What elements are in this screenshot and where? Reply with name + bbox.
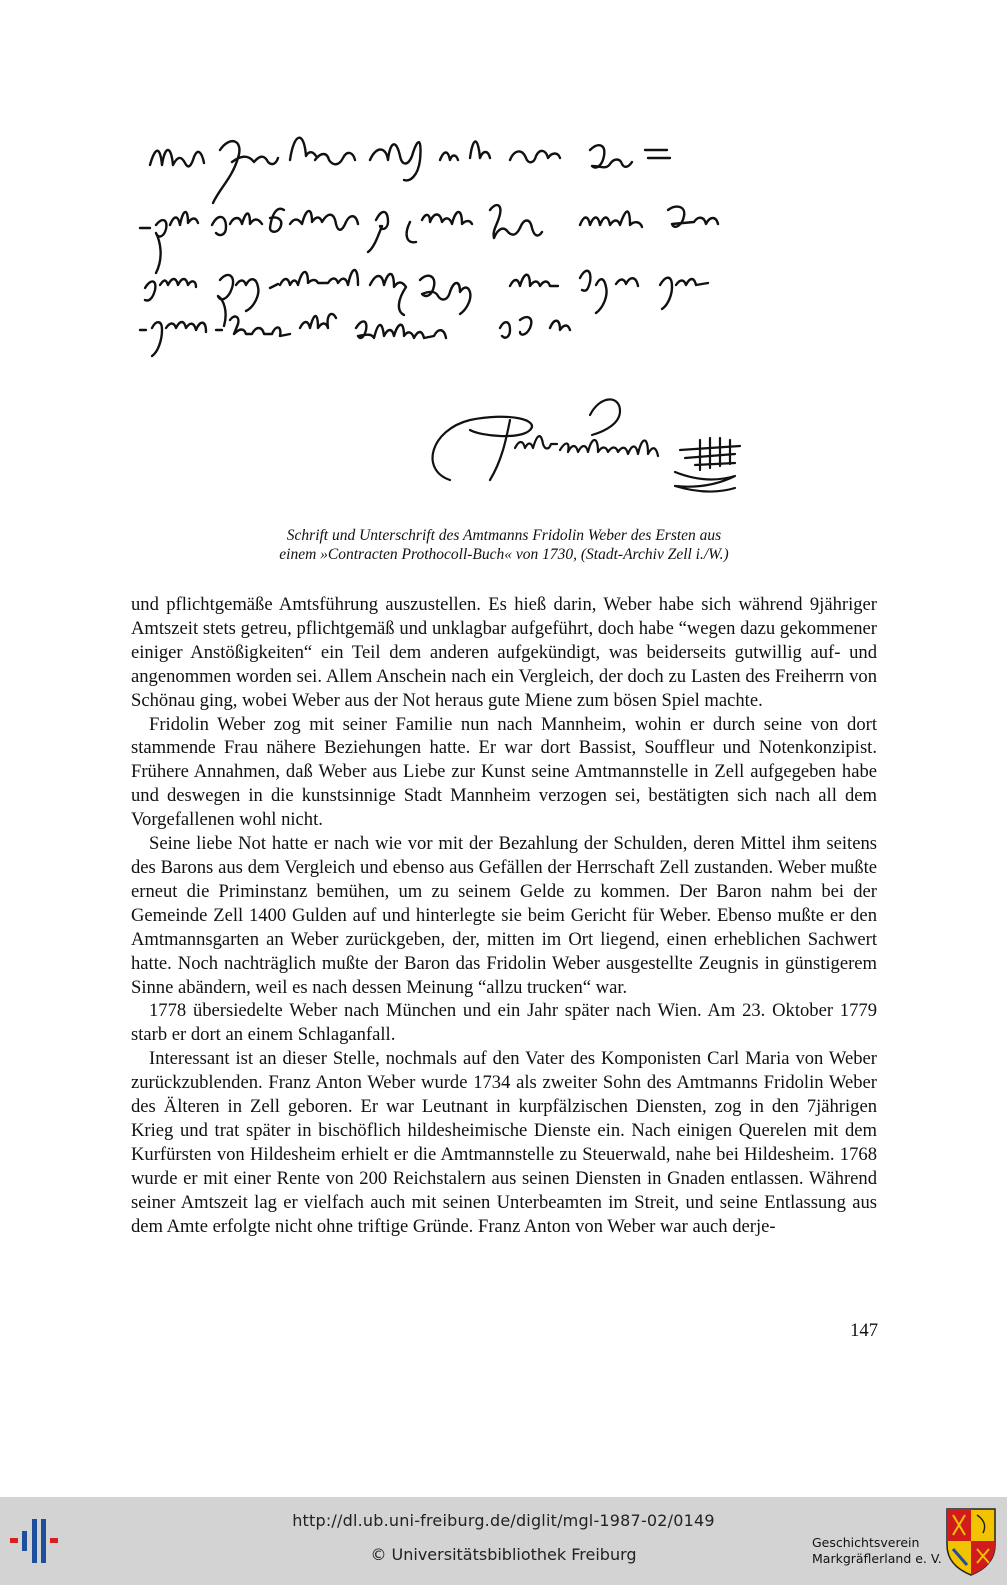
paragraph-4: 1778 übersiedelte Weber nach München und ein Jahr später nach Wien. Am 23. Oktober 1779 starb er dort an einem Schlaganfall.: [131, 1000, 877, 1046]
body-text: [131, 593, 877, 1238]
caption-line-2: einem »Contracten Prothocoll-Buch« von 1730, (Stadt-Archiv Zell i./W.): [279, 546, 729, 563]
society-name-line-2: Markgräflerland e. V.: [812, 1551, 942, 1566]
document-url-link[interactable]: http://dl.ub.uni-freiburg.de/diglit/mgl-1987-02/0149: [292, 1511, 715, 1530]
paragraph-5: Interessant ist an dieser Stelle, nochmals auf den Vater des Komponisten Carl Maria von Weber zurückzublenden. Franz Anton Weber wurde 1734 als zweiter Sohn des Amtmanns Fridolin Weber des Älteren in Zell geboren. Er war Leutnant in kurpfälzischen Diensten, zog in den 7jährigen Krieg und trat später in bischöflich hildesheimische Dienste ein. Nach einigen Querelen mit dem Kurfürsten von Hildesheim erhielt er die Amtmannstelle zu Steuerwald, nahe bei Hildesheim. 1768 wurde er mit einer Rente von 200 Reichstalern aus seinen Diensten in Gnaden entlassen. Während seiner Amtszeit lag er vielfach auch mit seinen Unterbeamten im Streit, und seine Entlassung aus dem Amte erfolgte nicht ohne triftige Gründe. Franz Anton von Weber war auch derje-: [131, 1048, 877, 1237]
copyright-text: © Universitätsbibliothek Freiburg: [370, 1545, 637, 1564]
paragraph-1: und pflichtgemäße Amtsführung auszustellen. Es hieß darin, Weber habe sich während 9jähriger Amtszeit stets getreu, pflichtgemäß und unklagbar aufgeführt, doch habe “wegen dazu gekommener einiger Anstößigkeiten“ ein Teil dem anderen aufgekündigt, was beiderseits gutwillig auf- und angenommen worden sei. Allem Anschein nach ein Vergleich, der doch zu Lasten des Freiherrn von Schönau ging, wobei Weber aus der Not heraus gute Miene zum bösen Spiel machte.: [131, 594, 877, 711]
paragraph-3: Seine liebe Not hatte er nach wie vor mit der Bezahlung der Schulden, deren Mittel ihm seitens des Barons aus dem Vergleich und ebenso aus Gefällen der Herrschaft Zell zustanden. Weber mußte erneut die Priminstanz bemühen, um zu seinem Gelde zu kommen. Der Baron nahm bei der Gemeinde Zell 1400 Gulden auf und hinterlegte sie beim Gericht für Weber. Ebenso mußte er den Amtmannsgarten an Weber zurückgeben, der, mitten im Ort liegend, einen erheblichen Sachwert hatte. Noch nachträglich mußte der Baron das Fridolin Weber ausgestellte Zeugnis in günstigerem Sinne abändern, weil es nach dessen Meinung “allzu trucken“ war.: [131, 833, 877, 998]
page-number: 147: [850, 1320, 878, 1341]
footer-bar: [0, 1497, 1007, 1585]
caption-line-1: Schrift und Unterschrift des Amtmanns Fridolin Weber des Ersten aus: [286, 527, 722, 544]
coat-of-arms-icon: [943, 1505, 999, 1577]
society-name: [812, 1535, 942, 1567]
handwriting-drawing: [120, 120, 890, 520]
handwritten-figure: [120, 120, 890, 520]
paragraph-2: Fridolin Weber zog mit seiner Familie nun nach Mannheim, wohin er durch seine von dort stammende Frau nähere Beziehungen hatte. Er war dort Bassist, Souffleur und Notenkonzipist. Frühere Annahmen, daß Weber aus Liebe zur Kunst seine Amtmannstelle in Zell aufgegeben habe und deswegen in die kunstsinnige Stadt Mannheim verzogen sei, bestätigten sich nach all dem Vorgefallenen wohl nicht.: [131, 713, 877, 831]
society-name-line-1: Geschichtsverein: [812, 1535, 920, 1550]
figure-caption: [130, 526, 878, 564]
